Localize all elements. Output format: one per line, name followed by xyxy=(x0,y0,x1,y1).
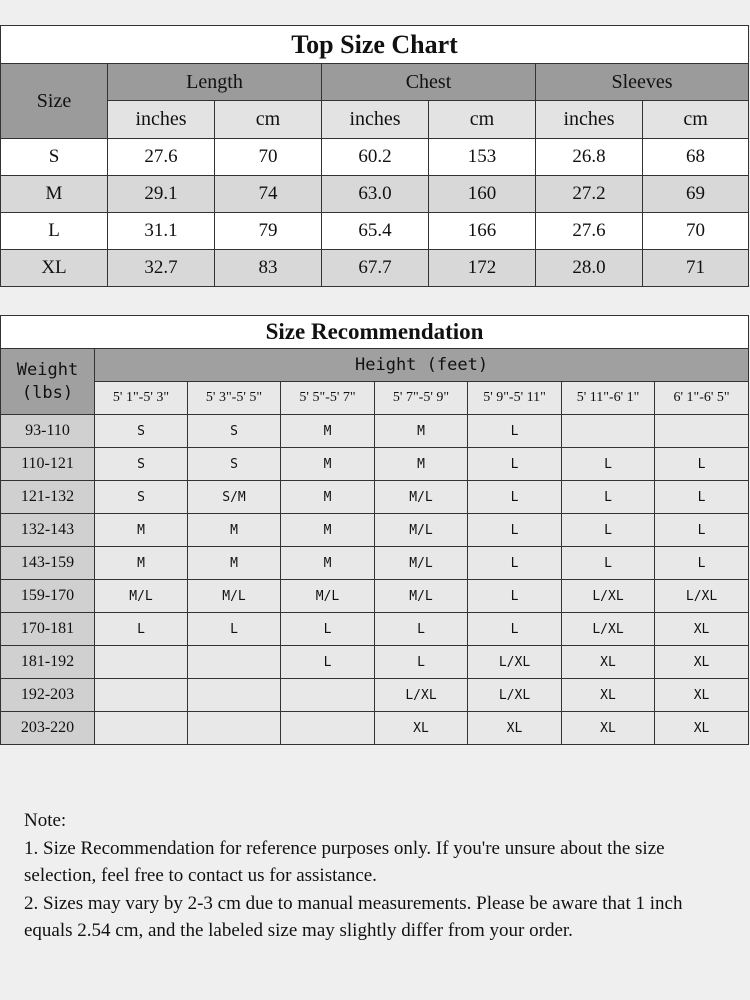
recommended-size-cell: M/L xyxy=(95,580,188,613)
recommended-size-cell: L/XL xyxy=(655,580,749,613)
sleeves-header: Sleeves xyxy=(536,64,749,101)
recommended-size-cell: XL xyxy=(562,679,655,712)
unit-header: inches xyxy=(536,101,643,139)
recommendation-row xyxy=(1,613,749,646)
height-range-header: 5' 5"-5' 7" xyxy=(281,382,375,415)
measurement-cell: 60.2 xyxy=(322,139,429,176)
size-recommendation-table xyxy=(0,315,749,745)
recommended-size-cell: M xyxy=(281,514,375,547)
recommendation-row xyxy=(1,415,749,448)
recommended-size-cell: L/XL xyxy=(468,679,562,712)
recommended-size-cell: XL xyxy=(655,712,749,745)
recommended-size-cell: XL xyxy=(655,679,749,712)
weight-label: Weight xyxy=(16,359,79,380)
height-range-header: 5' 11"-6' 1" xyxy=(562,382,655,415)
height-range-header: 5' 1"-5' 3" xyxy=(95,382,188,415)
size-chart-table xyxy=(0,25,749,287)
measurement-cell: 83 xyxy=(215,250,322,287)
measurement-cell: 27.6 xyxy=(536,213,643,250)
recommended-size-cell: L xyxy=(655,481,749,514)
recommendation-row xyxy=(1,679,749,712)
recommendation-row xyxy=(1,514,749,547)
recommended-size-cell: L xyxy=(562,514,655,547)
recommended-size-cell: L xyxy=(562,448,655,481)
recommended-size-cell: L xyxy=(95,613,188,646)
recommended-size-cell: M xyxy=(281,448,375,481)
unit-header: cm xyxy=(429,101,536,139)
recommended-size-cell: L xyxy=(468,613,562,646)
measurement-cell: 70 xyxy=(215,139,322,176)
recommendation-row xyxy=(1,712,749,745)
measurement-cell: 27.2 xyxy=(536,176,643,213)
recommended-size-cell xyxy=(655,415,749,448)
recommended-size-cell: M xyxy=(281,547,375,580)
recommended-size-cell: L/XL xyxy=(562,580,655,613)
recommendation-row xyxy=(1,580,749,613)
recommended-size-cell xyxy=(95,712,188,745)
height-range-header: 5' 9"-5' 11" xyxy=(468,382,562,415)
measurement-cell: 67.7 xyxy=(322,250,429,287)
chest-header: Chest xyxy=(322,64,536,101)
recommended-size-cell: L xyxy=(375,646,468,679)
note-line-2: 2. Sizes may vary by 2-3 cm due to manual measurements. Please be aware that 1 inch equals 2.54 cm, and the labeled size may slightly differ from your order. xyxy=(24,892,683,941)
note-section xyxy=(24,807,729,945)
weight-cell: 93-110 xyxy=(1,415,95,448)
recommended-size-cell xyxy=(95,646,188,679)
measurement-cell: 79 xyxy=(215,213,322,250)
recommended-size-cell: L xyxy=(468,481,562,514)
recommended-size-cell xyxy=(188,712,281,745)
recommended-size-cell: M xyxy=(188,514,281,547)
height-range-header: 5' 3"-5' 5" xyxy=(188,382,281,415)
recommended-size-cell xyxy=(562,415,655,448)
recommended-size-cell: L xyxy=(468,514,562,547)
length-header: Length xyxy=(108,64,322,101)
recommendation-row xyxy=(1,448,749,481)
measurement-cell: 74 xyxy=(215,176,322,213)
recommended-size-cell: M xyxy=(188,547,281,580)
weight-cell: 110-121 xyxy=(1,448,95,481)
recommended-size-cell: XL xyxy=(655,646,749,679)
measurement-cell: 69 xyxy=(643,176,749,213)
size-cell: XL xyxy=(1,250,108,287)
measurement-cell: 31.1 xyxy=(108,213,215,250)
recommended-size-cell: L xyxy=(188,613,281,646)
weight-cell: 192-203 xyxy=(1,679,95,712)
recommended-size-cell: XL xyxy=(375,712,468,745)
weight-cell: 132-143 xyxy=(1,514,95,547)
recommended-size-cell: S xyxy=(188,448,281,481)
size-cell: M xyxy=(1,176,108,213)
recommended-size-cell: L xyxy=(655,547,749,580)
recommended-size-cell: M xyxy=(95,514,188,547)
recommended-size-cell xyxy=(188,646,281,679)
recommended-size-cell: L/XL xyxy=(562,613,655,646)
size-column-header: Size xyxy=(1,64,108,139)
unit-header: cm xyxy=(215,101,322,139)
recommended-size-cell: S xyxy=(95,415,188,448)
recommended-size-cell xyxy=(95,679,188,712)
weight-cell: 143-159 xyxy=(1,547,95,580)
size-row xyxy=(1,139,749,176)
recommended-size-cell: L xyxy=(468,580,562,613)
note-heading: Note: xyxy=(24,810,67,831)
measurement-cell: 32.7 xyxy=(108,250,215,287)
unit-header: inches xyxy=(108,101,215,139)
recommended-size-cell xyxy=(281,712,375,745)
recommended-size-cell: XL xyxy=(655,613,749,646)
weight-unit-label: (lbs) xyxy=(21,382,74,403)
recommended-size-cell: M/L xyxy=(375,481,468,514)
recommended-size-cell: L xyxy=(562,547,655,580)
height-range-header: 6' 1"-6' 5" xyxy=(655,382,749,415)
measurement-cell: 153 xyxy=(429,139,536,176)
recommended-size-cell: XL xyxy=(562,712,655,745)
recommended-size-cell: L xyxy=(468,547,562,580)
recommendation-title: Size Recommendation xyxy=(1,316,749,349)
recommended-size-cell: XL xyxy=(468,712,562,745)
recommended-size-cell: M xyxy=(281,415,375,448)
measurement-cell: 70 xyxy=(643,213,749,250)
weight-cell: 170-181 xyxy=(1,613,95,646)
size-chart-title: Top Size Chart xyxy=(1,26,749,64)
size-row xyxy=(1,176,749,213)
height-header: Height (feet) xyxy=(95,349,749,382)
measurement-cell: 68 xyxy=(643,139,749,176)
recommended-size-cell: L/XL xyxy=(468,646,562,679)
recommended-size-cell: L xyxy=(281,646,375,679)
height-range-header: 5' 7"-5' 9" xyxy=(375,382,468,415)
recommended-size-cell: L xyxy=(562,481,655,514)
note-line-1: 1. Size Recommendation for reference purposes only. If you're unsure about the size selection, feel free to contact us for assistance. xyxy=(24,837,665,886)
recommended-size-cell: L xyxy=(468,448,562,481)
recommended-size-cell: S xyxy=(188,415,281,448)
weight-cell: 203-220 xyxy=(1,712,95,745)
recommended-size-cell: M/L xyxy=(188,580,281,613)
size-row xyxy=(1,250,749,287)
measurement-cell: 172 xyxy=(429,250,536,287)
recommended-size-cell xyxy=(188,679,281,712)
recommended-size-cell: L xyxy=(375,613,468,646)
measurement-cell: 29.1 xyxy=(108,176,215,213)
unit-header: cm xyxy=(643,101,749,139)
weight-column-header xyxy=(1,349,95,415)
size-cell: S xyxy=(1,139,108,176)
size-cell: L xyxy=(1,213,108,250)
recommended-size-cell: M xyxy=(375,448,468,481)
recommended-size-cell: S xyxy=(95,481,188,514)
measurement-cell: 160 xyxy=(429,176,536,213)
recommended-size-cell: M xyxy=(375,415,468,448)
recommended-size-cell: L xyxy=(655,514,749,547)
measurement-cell: 71 xyxy=(643,250,749,287)
recommended-size-cell: M/L xyxy=(375,547,468,580)
recommended-size-cell: M/L xyxy=(375,514,468,547)
weight-cell: 121-132 xyxy=(1,481,95,514)
measurement-cell: 65.4 xyxy=(322,213,429,250)
unit-header: inches xyxy=(322,101,429,139)
recommended-size-cell: L xyxy=(655,448,749,481)
recommended-size-cell xyxy=(281,679,375,712)
recommendation-row xyxy=(1,646,749,679)
measurement-cell: 26.8 xyxy=(536,139,643,176)
weight-cell: 159-170 xyxy=(1,580,95,613)
recommended-size-cell: S/M xyxy=(188,481,281,514)
measurement-cell: 166 xyxy=(429,213,536,250)
recommended-size-cell: M/L xyxy=(375,580,468,613)
weight-cell: 181-192 xyxy=(1,646,95,679)
recommended-size-cell: M/L xyxy=(281,580,375,613)
recommended-size-cell: M xyxy=(95,547,188,580)
measurement-cell: 27.6 xyxy=(108,139,215,176)
recommended-size-cell: M xyxy=(281,481,375,514)
measurement-cell: 63.0 xyxy=(322,176,429,213)
recommended-size-cell: L xyxy=(281,613,375,646)
recommended-size-cell: S xyxy=(95,448,188,481)
measurement-cell: 28.0 xyxy=(536,250,643,287)
size-row xyxy=(1,213,749,250)
recommended-size-cell: L xyxy=(468,415,562,448)
recommendation-row xyxy=(1,481,749,514)
recommended-size-cell: L/XL xyxy=(375,679,468,712)
recommendation-row xyxy=(1,547,749,580)
recommended-size-cell: XL xyxy=(562,646,655,679)
